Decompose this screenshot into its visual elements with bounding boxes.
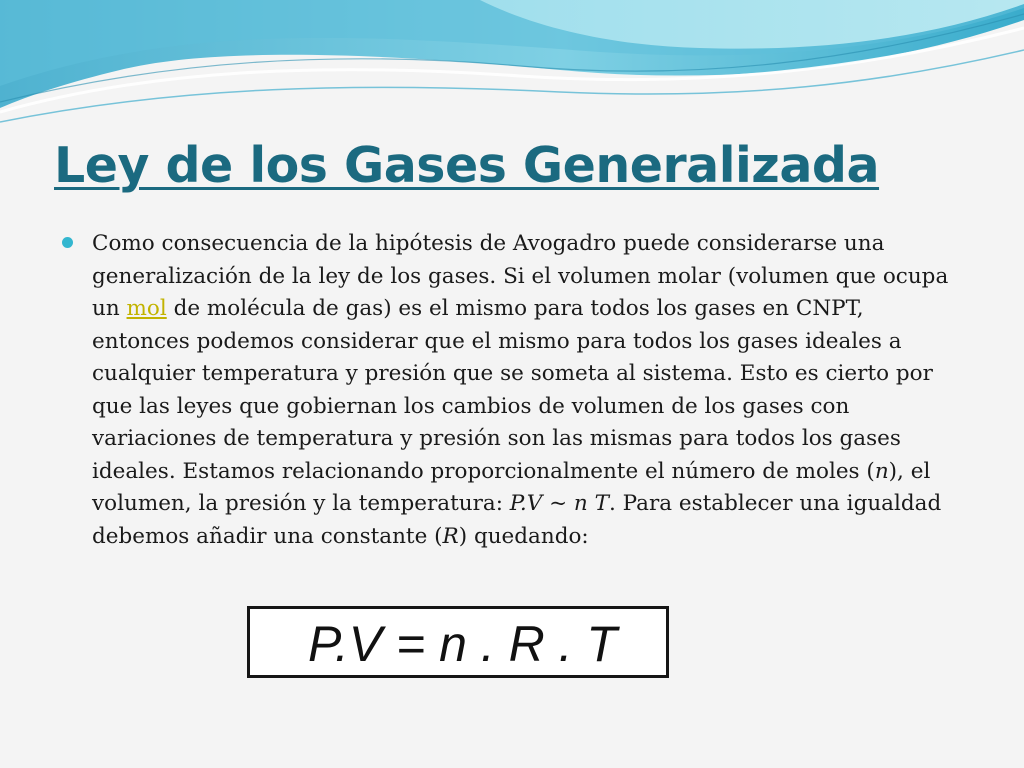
paragraph-text-4: . Para establecer una igualdad debemos añadir una constante ( [92, 491, 942, 549]
formula-box [247, 606, 669, 678]
bullet-paragraph [92, 228, 967, 553]
paragraph-text-3: ), el volumen, la presión y la temperatura: [92, 458, 931, 516]
proportion-expression: P.V ~ n T [509, 491, 609, 516]
bullet-dot-icon [62, 237, 73, 248]
wave-banner-icon [0, 0, 1024, 130]
variable-r: R [442, 523, 459, 549]
paragraph-text-2: de molécula de gas) es el mismo para todos los gases en CNPT, entonces podemos considerar que el mismo para todos los gases ideales a cualquier temperatura y presión que se someta al sistema. Esto es cierto por que las leyes que gobiernan los cambios de volumen de los gases con variaciones de temperatura y presión son las mismas para todos los gases ideales. Estamos relacionando proporcionalmente el número de moles ( [92, 296, 933, 484]
bullet-list [62, 228, 967, 553]
ideal-gas-formula: P.V = n . R . T [308, 616, 617, 672]
variable-n: n [874, 458, 889, 484]
mol-link[interactable]: mol [126, 296, 167, 321]
paragraph-text-1: Como consecuencia de la hipótesis de Avogadro puede considerarse una generalización de la ley de los gases. Si el volumen molar (volumen que ocupa un [92, 231, 949, 321]
paragraph-text-5: ) quedando: [458, 523, 589, 549]
slide-title: Ley de los Gases Generalizada [54, 137, 880, 194]
